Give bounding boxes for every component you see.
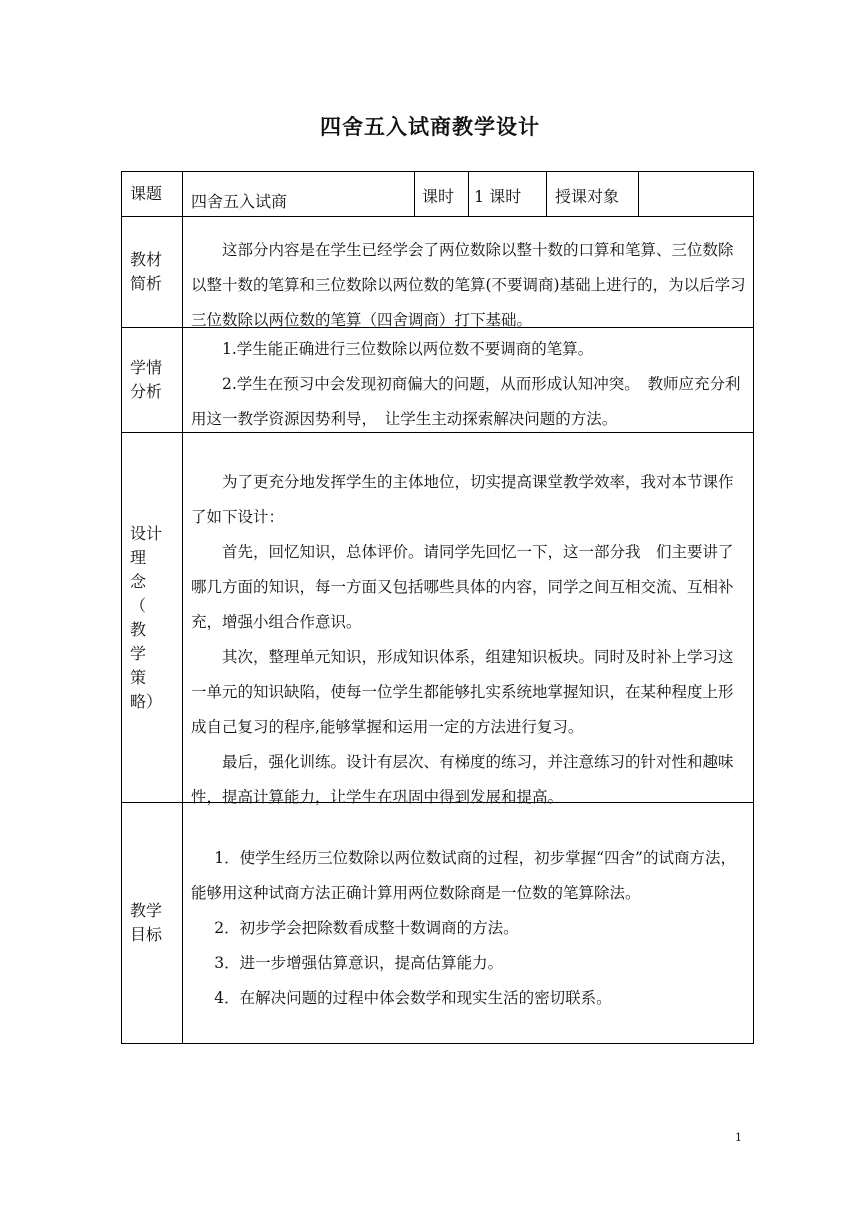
row-content <box>183 328 753 432</box>
header-row <box>122 172 753 217</box>
topic-label: 课题 <box>130 184 163 203</box>
learner-analysis-row <box>122 328 753 433</box>
teaching-objectives-row <box>122 803 753 1043</box>
label-line: 理 念 <box>130 547 163 591</box>
document-title: 四舍五入试商教学设计 <box>320 115 540 139</box>
row-label <box>122 217 183 327</box>
paragraph: 这部分内容是在学生已经学会了两位数除以整十数的口算和笔算、三位数除以整十数的笔算和三位数除以两位数的笔算(不要调商)基础上进行的，为以后学习三位数除以两位数的笔算（四舍调商）打下基础。 <box>191 241 746 329</box>
paragraph: 2．初步学会把除数看成整十数调商的方法。 <box>214 919 519 937</box>
hours-value: 1 课时 <box>469 172 547 216</box>
paragraph: 为了更充分地发挥学生的主体地位，切实提高课堂教学效率，我对本节课作了如下设计： <box>191 473 734 526</box>
row-content <box>183 217 753 327</box>
design-concept-row <box>122 433 753 806</box>
row-content <box>183 433 753 806</box>
row-label <box>122 803 183 1043</box>
label-line: 分析 <box>130 382 163 401</box>
topic-label-cell <box>122 172 183 216</box>
label-line: 教材 <box>130 250 163 269</box>
topic-value: 四舍五入试商 <box>183 172 415 216</box>
paragraph: 1．使学生经历三位数除以两位数试商的过程，初步掌握“四舍”的试商方法，能够用这种试商方法正确计算用两位数除商是一位数的笔算除法。 <box>191 849 736 902</box>
paragraph: 最后，强化训练。设计有层次、有梯度的练习，并注意练习的针对性和趣味性，提高计算能力，让学生在巩固中得到发展和提高。 <box>191 753 734 806</box>
paragraph: 其次，整理单元知识，形成知识体系，组建知识板块。同时及时补上学习这一单元的知识缺陷，使每一位学生都能够扎实系统地掌握知识，在某种程度上形成自己复习的程序,能够掌握和运用一定的方法进行复习。 <box>191 648 734 736</box>
lesson-plan-table <box>121 171 754 1044</box>
label-line: 设计 <box>130 523 163 543</box>
row-label <box>122 433 183 802</box>
label-line: 目标 <box>130 925 163 944</box>
label-line: （ 教 <box>130 595 163 639</box>
paragraph: 2.学生在预习中会发现初商偏大的问题，从而形成认知冲突。 教师应充分利用这一教学资源因势利导， 让学生主动探索解决问题的方法。 <box>191 375 741 428</box>
paragraph: 1.学生能正确进行三位数除以两位数不要调商的笔算。 <box>222 340 594 358</box>
audience-label: 授课对象 <box>547 172 639 216</box>
audience-value <box>639 172 753 216</box>
row-content <box>183 803 753 1043</box>
label-line: 略） <box>130 691 163 711</box>
label-line: 学 策 <box>130 643 163 687</box>
paragraph: 3．进一步增强估算意识，提高估算能力。 <box>214 954 504 972</box>
label-line: 简析 <box>130 274 163 293</box>
material-analysis-row <box>122 217 753 328</box>
label-line: 学情 <box>130 358 163 377</box>
page-number: 1 <box>735 1131 742 1144</box>
row-label <box>122 328 183 432</box>
paragraph: 首先，回忆知识，总体评价。请同学先回忆一下，这一部分我 们主要讲了哪几方面的知识，每一方面又包括哪些具体的内容，同学之间互相交流、互相补充，增强小组合作意识。 <box>191 543 734 631</box>
paragraph: 4．在解决问题的过程中体会数学和现实生活的密切联系。 <box>214 989 612 1007</box>
label-line: 教学 <box>130 901 163 920</box>
hours-label: 课时 <box>415 172 469 216</box>
